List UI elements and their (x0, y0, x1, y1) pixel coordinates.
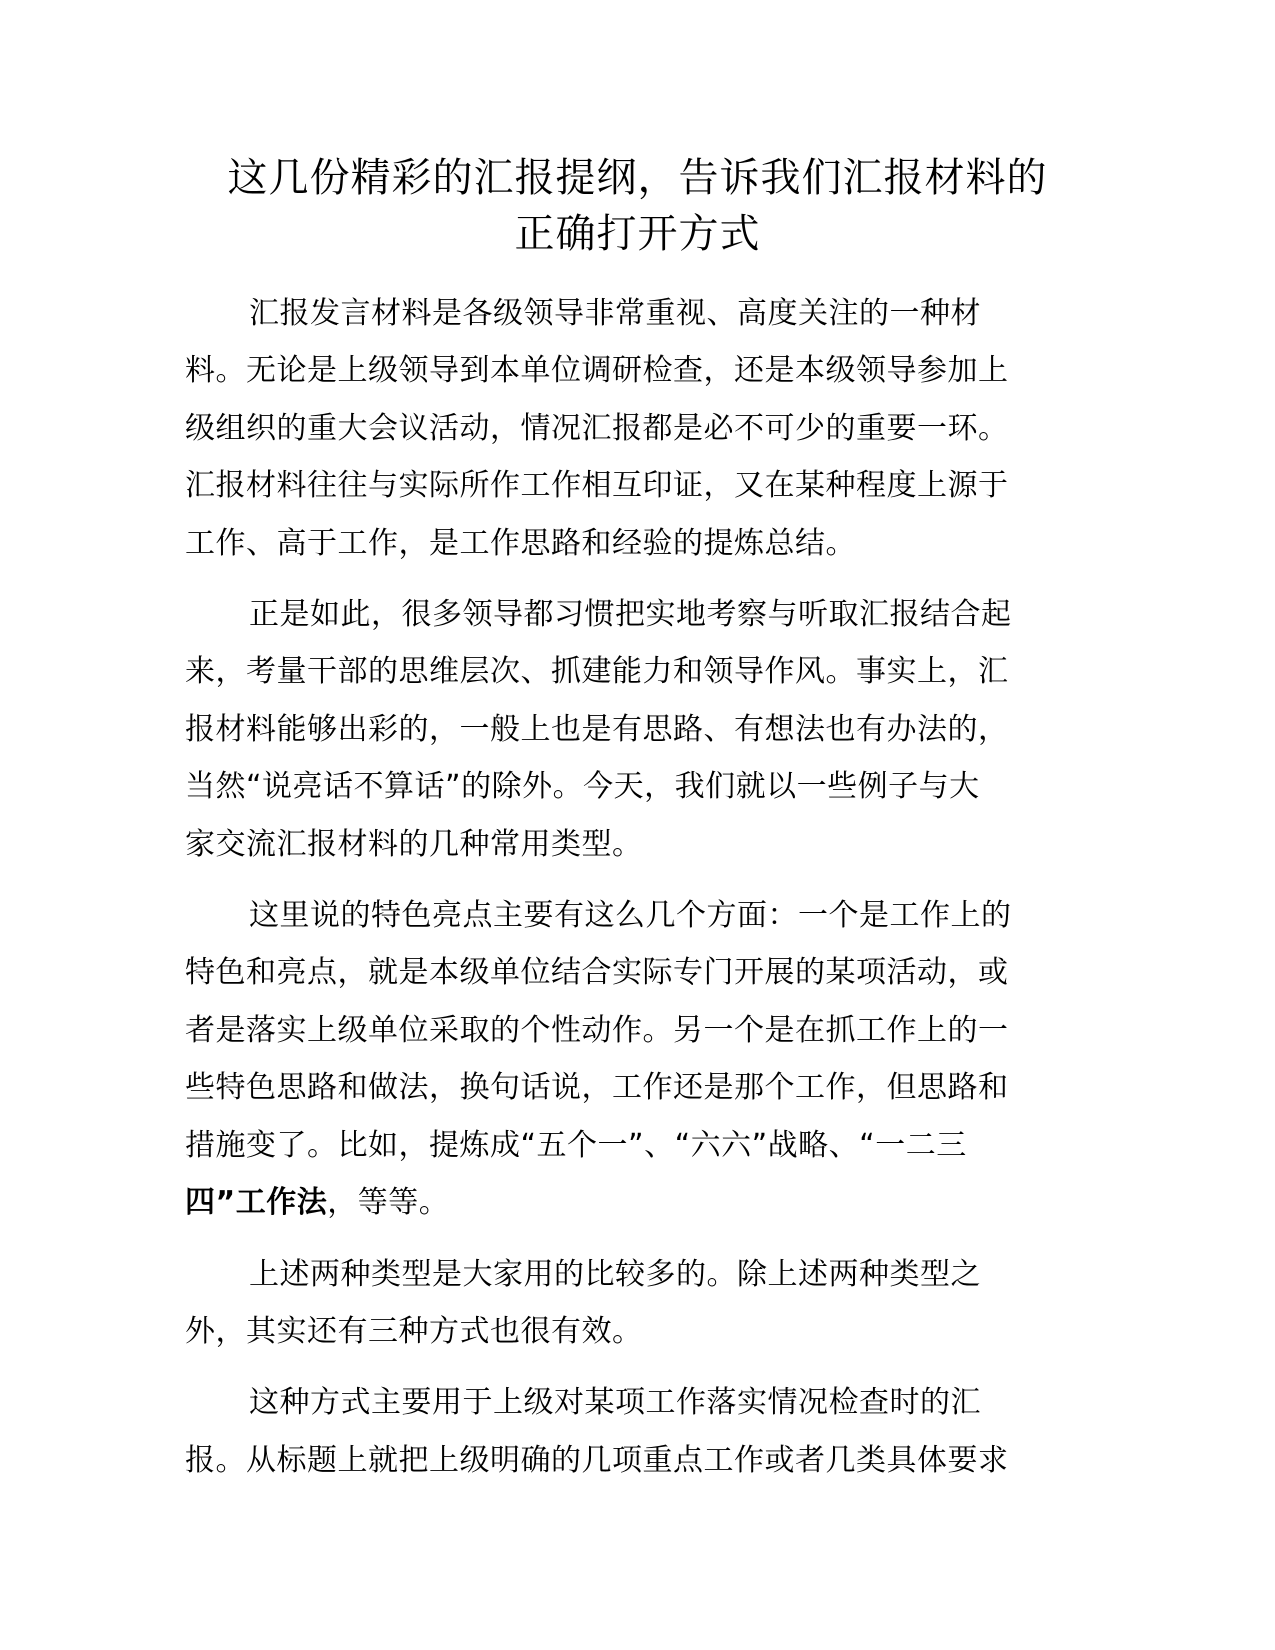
paragraph-line (185, 1174, 1085, 1231)
paragraph-line: 正是如此，很多领导都习惯把实地考察与听取汇报结合起 (249, 597, 1012, 633)
paragraph-line: 汇报材料往往与实际所作工作相互印证，又在某种程度上源于 (185, 468, 1009, 504)
paragraph-line: 来，考量干部的思维层次、抓建能力和领导作风。事实上，汇 (185, 654, 1009, 690)
paragraph-4 (185, 1246, 1085, 1361)
paragraph-line: 料。无论是上级领导到本单位调研检查，还是本级领导参加上 (185, 353, 1009, 389)
paragraph-5 (185, 1374, 1085, 1489)
paragraph-line: 特色和亮点，就是本级单位结合实际专门开展的某项活动，或 (185, 955, 1009, 991)
paragraph-line: 汇报发言材料是各级领导非常重视、高度关注的一种材 (249, 296, 981, 331)
paragraph-line: 外，其实还有三种方式也很有效。 (185, 1313, 643, 1349)
bold-phrase: 四”工作法 (185, 1185, 328, 1221)
paragraph-line: 措施变了。比如，提炼成“五个一”、“六六”战略、“一二三 (185, 1127, 967, 1163)
paragraph-line: 工作、高于工作，是工作思路和经验的提炼总结。 (185, 525, 856, 561)
paragraph-1 (185, 285, 1085, 572)
paragraph-line: 者是落实上级单位采取的个性动作。另一个是在抓工作上的一 (185, 1012, 1009, 1048)
paragraph-line: 家交流汇报材料的几种常用类型。 (185, 826, 643, 862)
paragraph-2 (185, 586, 1085, 873)
title-line-2: 正确打开方式 (514, 211, 761, 257)
paragraph-line: 些特色思路和做法，换句话说，工作还是那个工作，但思路和 (185, 1070, 1009, 1106)
paragraph-line: 报。从标题上就把上级明确的几项重点工作或者几类具体要求 (185, 1442, 1009, 1478)
paragraph-line: 这种方式主要用于上级对某项工作落实情况检查时的汇 (249, 1385, 981, 1421)
paragraph-line: 报材料能够出彩的，一般上也是有思路、有想法也有办法的， (185, 711, 1009, 747)
paragraph-line: 这里说的特色亮点主要有这么几个方面：一个是工作上的 (249, 898, 1012, 934)
paragraph-line: 上述两种类型是大家用的比较多的。除上述两种类型之 (249, 1256, 981, 1292)
paragraph-line: 级组织的重大会议活动，情况汇报都是必不可少的重要一环。 (185, 410, 1009, 446)
document-body (185, 285, 1085, 1503)
paragraph-line: 当然“说亮话不算话”的除外。今天，我们就以一些例子与大 (185, 769, 980, 805)
paragraph-line-tail: ，等等。 (327, 1185, 450, 1221)
paragraph-3 (185, 887, 1085, 1231)
title-line-1: 这几份精彩的汇报提纲，告诉我们汇报材料的 (227, 155, 1048, 201)
document-title (160, 150, 1115, 262)
